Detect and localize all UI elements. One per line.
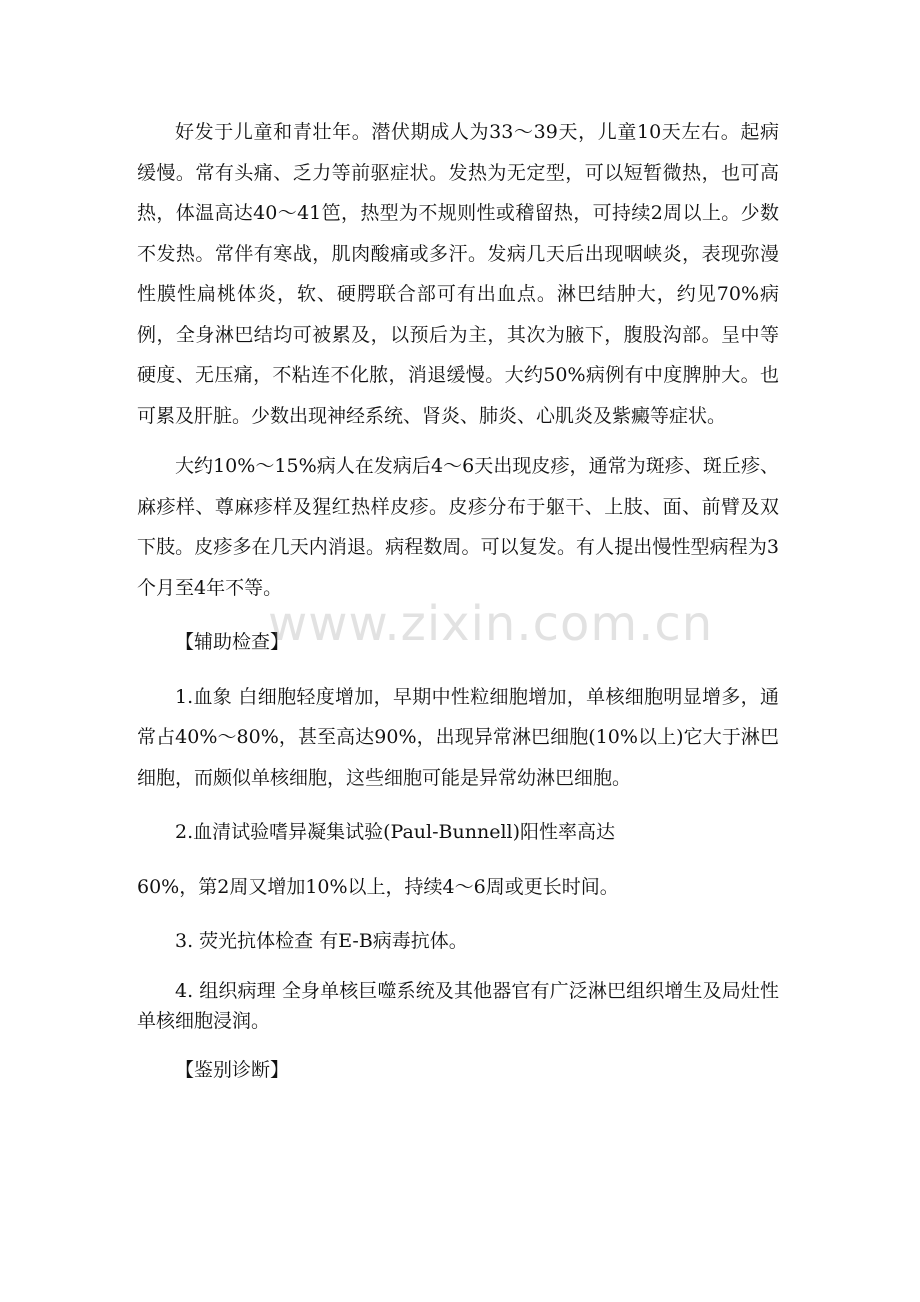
spacer [137,798,779,812]
document-body [137,112,779,1090]
spacer [137,608,779,622]
spacer [137,436,779,446]
item-blood-picture: 1.血象 白细胞轻度增加，早期中性粒细胞增加，单核细胞明显增多，通常占40%～80%，甚至高达90%，出现异常淋巴细胞(10%以上)它大于淋巴细胞，而颇似单核细胞，这些细胞可能是异常幼淋巴细胞。 [137,685,779,789]
item-serum-test-line2: 60%，第2周又增加10%以上，持续4～6周或更长时间。 [137,875,619,898]
item-histopathology: 4. 组织病理 全身单核巨噬系统及其他器官有广泛淋巴组织增生及局灶性单核细胞浸润。 [137,979,779,1032]
item-fluorescent-antibody: 3. 荧光抗体检查 有E-B病毒抗体。 [175,930,468,952]
item-serum-test-line1: 2.血清试验嗜异凝集试验(Paul-Bunnell)阳性率高达 [175,821,616,843]
spacer [137,907,779,921]
paragraph-symptoms: 好发于儿童和青壮年。潜伏期成人为33～39天，儿童10天左右。起病缓慢。常有头痛、乏力等前驱症状。发热为无定型，可以短暂微热，也可高热，体温高达40～41笆，热型为不规则性或稽留热，可持续2周以上。少数不发热。常伴有寒战，肌肉酸痛或多汗。发病几天后出现咽峡炎，表现弥漫性膜性扁桃体炎，软、硬腭联合部可有出血点。淋巴结肿大，约见70%病例，全身淋巴结均可被累及，以预后为主，其次为腋下，腹股沟部。呈中等硬度、无压痛，不粘连不化脓，消退缓慢。大约50%病例有中度脾肿大。也可累及肝脏。少数出现神经系统、肾炎、肺炎、心肌炎及紫癜等症状。 [137,121,779,427]
watermark: www.zixin.com.cn [268,596,714,652]
heading-differential-diagnosis: 【鉴别诊断】 [175,1058,290,1081]
spacer [137,663,779,677]
spacer [137,1036,779,1050]
paragraph-rash: 大约10%～15%病人在发病后4～6天出现皮疹，通常为斑疹、斑丘疹、麻疹样、尊麻疹样及猩红热样皮疹。皮疹分布于躯干、上肢、面、前臂及双下肢。皮疹多在几天内消退。病程数周。可以复发。有人提出慢性型病程为3个月至4年不等。 [137,455,779,599]
heading-auxiliary-exam: 【辅助检查】 [175,631,290,653]
spacer [137,962,779,976]
spacer [137,853,779,867]
